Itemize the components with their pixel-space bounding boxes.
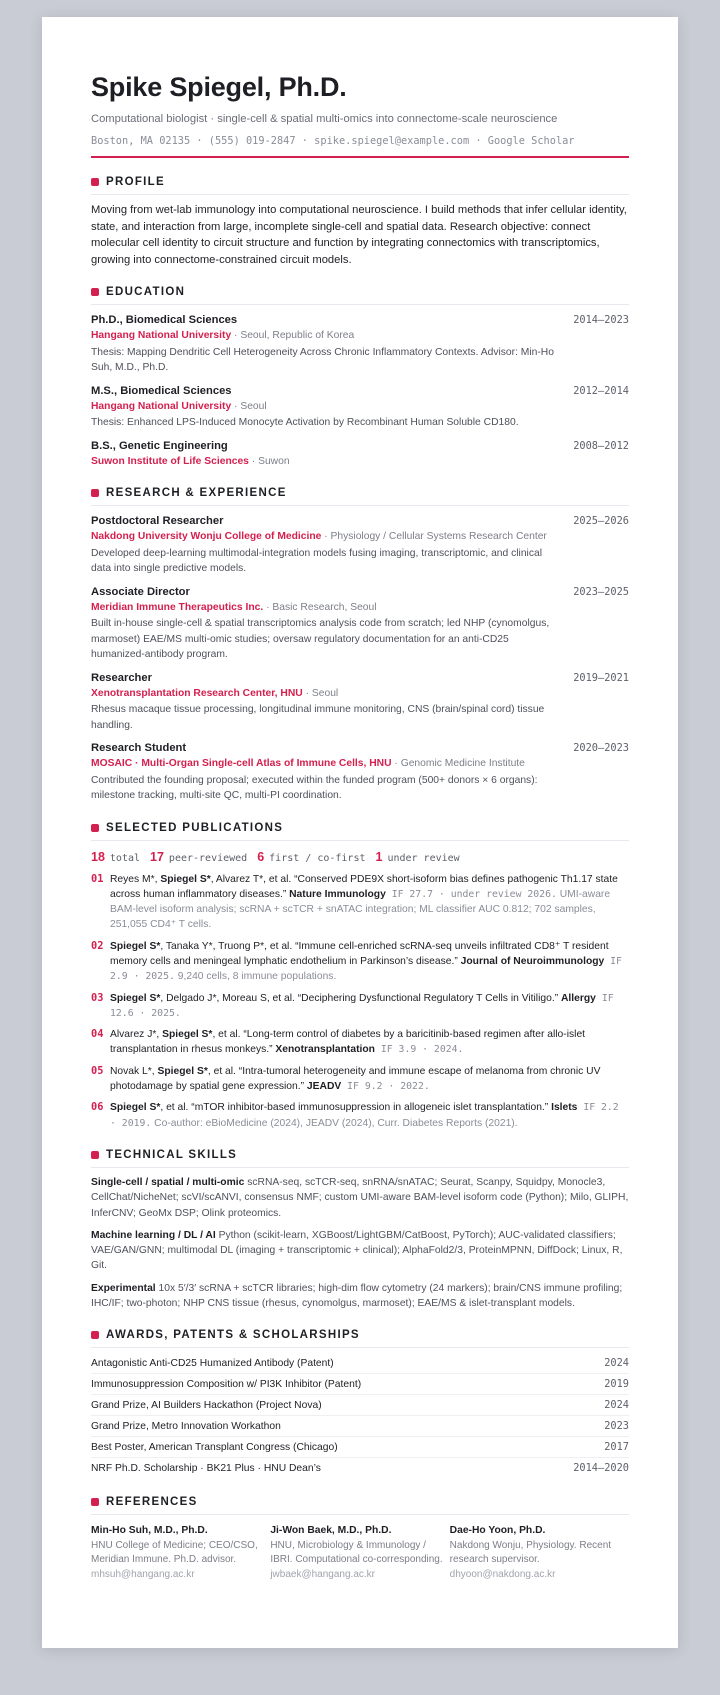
award-row — [91, 1353, 629, 1374]
entry-org: Hangang National University — [91, 330, 232, 341]
pub-title: , Tanaka Y*, Truong P*, et al. “Immune cell-enriched scRNA-seq unveils infiltrated CD8⁺ T resident memory cells and meningeal lymphatic endothelium in Parkinson’s disease.” — [110, 940, 609, 967]
section-marker-icon — [91, 178, 99, 186]
stat-count: 6 — [257, 849, 265, 864]
award-row — [91, 1458, 629, 1478]
section-title: SELECTED PUBLICATIONS — [106, 821, 284, 834]
entry-org: Hangang National University — [91, 400, 232, 412]
award-label: Immunosuppression Composition w/ PI3K Inhibitor (Patent) — [91, 1378, 362, 1390]
section-header-publications — [91, 819, 629, 841]
pub-note: 9,240 cells, 8 immune populations. — [174, 971, 337, 983]
education-entry — [91, 313, 629, 376]
entry-description: Contributed the founding proposal; executed within the funded program (500+ donors × 6 organs): milestone tracking, multi-site QC, multi-PI coordination. — [91, 774, 538, 801]
entry-date: 2020–2023 — [573, 742, 629, 754]
reference-name: Ji-Won Baek, M.D., Ph.D. — [270, 1525, 392, 1537]
pub-title: , et al. “Long-term control of diabetes by a baricitinib-based regimen after allo-islet transplantation in rhesus monkeys.” — [110, 1029, 586, 1056]
pub-meta: IF 27.7 · under review 2026. — [385, 888, 557, 900]
pub-self-author: Spiegel S* — [162, 1029, 213, 1041]
entry-org-line — [91, 600, 551, 616]
reference-email[interactable]: mhsuh@hangang.ac.kr — [91, 1568, 195, 1580]
skill-text: 10x 5′/3′ scRNA + scTCR libraries; high-dim flow cytometry (24 markers); brain/CNS immune profiling; IHC/IF; two-photon; NHP CNS tissue (rhesus, cynomolgus, marmoset); EAE/MS & islet-transplant models. — [91, 1282, 623, 1310]
tagline: Computational biologist · single-cell & spatial multi-omics into connectome-scale neuroscience — [91, 113, 558, 125]
skill-group — [91, 1281, 629, 1312]
pub-note: UMI-aware BAM-level isoform analysis; scRNA + scTCR + snATAC integration; ML classifier AUC 0.812; 702 samples, 251,055 CD4⁺ T cells. — [110, 888, 611, 931]
award-year: 2019 — [604, 1378, 629, 1391]
skill-group — [91, 1175, 629, 1221]
publication-item — [91, 1064, 629, 1095]
resume-content — [91, 71, 629, 1582]
reference-description: HNU, Microbiology & Immunology / IBRI. Computational co-corresponding. — [270, 1539, 443, 1566]
stat-label: first / co-first — [269, 852, 366, 864]
entry-org-line — [91, 686, 551, 702]
section-title: RESEARCH & EXPERIENCE — [106, 487, 287, 499]
stat-count: 1 — [375, 849, 383, 864]
entry-date: 2019–2021 — [573, 671, 629, 684]
entry-description: Thesis: Enhanced LPS-Induced Monocyte Activation by Recombinant Human Soluble CD180. — [91, 417, 519, 428]
pub-number: 02 — [91, 939, 104, 952]
pub-meta: IF 9.2 · 2022. — [341, 1081, 430, 1093]
entry-description: Built in-house single-cell & spatial transcriptomics analysis code from scratch; led NHP (cynomolgus, marmoset) EAE/MS multi-omic studies; oversaw regulatory documentation for an anti-CD25 humanized-antibody program. — [91, 618, 550, 660]
pub-authors: Alvarez J*, — [110, 1029, 163, 1041]
research-entry — [91, 514, 629, 577]
pub-title: , et al. “Intra-tumoral heterogeneity and immune escape of melanoma from chronic UV photodamage by spatial gene expression.” — [110, 1065, 601, 1093]
entry-location: · Seoul, Republic of Korea — [231, 330, 355, 341]
research-entry — [91, 585, 629, 663]
pub-title: , Delgado J*, Moreau S, et al. “Deciphering Dysfunctional Regulatory T Cells in Vitiligo.” — [160, 992, 561, 1004]
pub-authors: Novak L*, — [110, 1065, 158, 1077]
section-title: REFERENCES — [106, 1496, 198, 1509]
entry-location: · Seoul — [302, 687, 339, 699]
entry-org: Xenotransplantation Research Center, HNU — [91, 687, 303, 699]
skill-group — [91, 1228, 629, 1274]
entry-location: · Physiology / Cellular Systems Research Center — [321, 531, 547, 542]
pub-journal: Allergy — [561, 992, 596, 1004]
education-list — [91, 313, 629, 469]
resume-page — [42, 17, 678, 1648]
award-row — [91, 1416, 629, 1437]
profile-text: Moving from wet-lab immunology into computational neuroscience. I build methods that infer cellular identity, state, and interaction from large, incomplete single-cell and spatial data. Research objective: connect molecular cell identity to circuit structure and function by integrating connectomics with transcriptomics, growing into connectome-constrained circuit models. — [91, 204, 627, 266]
entry-location: · Genomic Medicine Institute — [391, 758, 525, 769]
pub-self-author: Spiegel S* — [110, 940, 161, 952]
education-entry — [91, 439, 629, 470]
publication-stats — [91, 850, 629, 866]
section-title: TECHNICAL SKILLS — [106, 1148, 238, 1161]
entry-description: Developed deep-learning multimodal-integration models fusing imaging, transcriptomic, and clinical data into single predictive models. — [91, 547, 543, 574]
research-entry — [91, 671, 629, 734]
section-marker-icon — [91, 1498, 99, 1506]
reference-description: HNU College of Medicine; CEO/CSO, Meridian Immune. Ph.D. advisor. — [91, 1539, 258, 1566]
stat-label: peer-reviewed — [168, 852, 248, 864]
header-rule — [91, 156, 629, 158]
entry-date: 2023–2025 — [573, 585, 629, 598]
section-header-profile — [91, 173, 629, 195]
skill-label: Experimental — [91, 1282, 156, 1294]
entry-date: 2012–2014 — [573, 384, 629, 397]
reference-card — [91, 1524, 270, 1582]
entry-title: Researcher — [91, 671, 152, 684]
section-marker-icon — [91, 824, 99, 832]
stat-count: 17 — [150, 849, 164, 864]
research-entry — [91, 741, 629, 804]
stat-label: under review — [387, 852, 460, 864]
candidate-name: Spike Spiegel, Ph.D. — [91, 72, 347, 102]
entry-org: Suwon Institute of Life Sciences — [91, 455, 249, 467]
award-year: 2024 — [604, 1357, 629, 1370]
award-label: NRF Ph.D. Scholarship · BK21 Plus · HNU Dean’s — [91, 1462, 321, 1474]
entry-org: Meridian Immune Therapeutics Inc. — [91, 601, 264, 613]
award-row — [91, 1437, 629, 1458]
pub-journal: Xenotransplantation — [275, 1044, 375, 1056]
award-label: Best Poster, American Transplant Congress (Chicago) — [91, 1441, 338, 1453]
entry-org-line — [91, 756, 551, 772]
award-label: Grand Prize, Metro Innovation Workathon — [91, 1420, 281, 1432]
entry-org-line — [91, 328, 551, 344]
pub-note: Co-author: eBioMedicine (2024), JEADV (2024), Curr. Diabetes Reports (2021). — [151, 1117, 518, 1129]
section-header-skills — [91, 1146, 629, 1168]
pub-self-author: Spiegel S* — [157, 1065, 208, 1077]
awards-list — [91, 1353, 629, 1478]
stat-count: 18 — [91, 849, 105, 864]
entry-org-line — [91, 529, 551, 545]
entry-title: B.S., Genetic Engineering — [91, 439, 228, 452]
pub-meta: IF 2.9 · 2025. — [110, 955, 622, 983]
entry-org-line — [91, 399, 551, 415]
publication-list — [91, 872, 629, 1131]
reference-card — [450, 1524, 629, 1582]
pub-meta: IF 3.9 · 2024. — [374, 1044, 464, 1056]
pub-number: 03 — [91, 991, 104, 1004]
contact-line: Boston, MA 02135 · (555) 019-2847 · spike.spiegel@example.com · Google Scholar — [91, 135, 575, 147]
section-title: PROFILE — [106, 176, 165, 188]
skill-label: Machine learning / DL / AI — [91, 1229, 216, 1241]
section-marker-icon — [91, 288, 99, 296]
section-title: AWARDS, PATENTS & SCHOLARSHIPS — [106, 1329, 360, 1342]
education-entry — [91, 384, 629, 431]
entry-date: 2025–2026 — [573, 515, 629, 527]
skill-label: Single-cell / spatial / multi-omic — [91, 1176, 245, 1188]
reference-email[interactable]: dhyoon@nakdong.ac.kr — [449, 1568, 556, 1580]
pub-number: 01 — [91, 872, 104, 885]
pub-title: , Alvarez T*, et al. “Conserved PDE9X short-isoform bias defines pathogenic Th1.17 state across human inflammatory diseases.” — [110, 873, 618, 900]
publication-item — [91, 872, 629, 933]
entry-title: Research Student — [91, 742, 187, 754]
reference-name: Dae-Ho Yoon, Ph.D. — [449, 1525, 546, 1537]
section-header-references — [91, 1493, 629, 1515]
award-year: 2023 — [604, 1420, 629, 1433]
entry-location: · Basic Research, Seoul — [263, 601, 377, 613]
entry-location: · Seoul — [231, 400, 267, 412]
pub-self-author: Spiegel S* — [160, 873, 211, 885]
entry-title: Associate Director — [91, 585, 190, 598]
section-title: EDUCATION — [106, 286, 186, 298]
reference-email[interactable]: jwbaek@hangang.ac.kr — [270, 1568, 375, 1580]
entry-org: Nakdong University Wonju College of Medicine — [91, 531, 322, 542]
pub-self-author: Spiegel S* — [110, 1102, 161, 1114]
entry-title: Postdoctoral Researcher — [91, 515, 224, 527]
pub-meta: IF 12.6 · 2025. — [110, 992, 614, 1019]
reference-description: Nakdong Wonju, Physiology. Recent research supervisor. — [449, 1539, 612, 1566]
research-list — [91, 514, 629, 804]
pub-journal: JEADV — [306, 1081, 342, 1093]
references-list — [91, 1524, 629, 1582]
entry-location: · Suwon — [248, 455, 290, 467]
entry-title: Ph.D., Biomedical Sciences — [91, 314, 238, 326]
pub-number: 04 — [91, 1028, 104, 1041]
pub-number: 06 — [91, 1101, 104, 1114]
section-marker-icon — [91, 1331, 99, 1339]
entry-org-line — [91, 454, 551, 470]
section-marker-icon — [91, 1151, 99, 1159]
pub-self-author: Spiegel S* — [110, 992, 161, 1004]
pub-title: , et al. “mTOR inhibitor-based immunosuppression in allogeneic islet transplantation.” — [160, 1102, 552, 1114]
publication-item — [91, 991, 629, 1022]
entry-description: Rhesus macaque tissue processing, longitudinal immune monitoring, CNS (brain/spinal cord) tissue handling. — [91, 704, 545, 731]
award-label: Grand Prize, AI Builders Hackathon (Project Nova) — [91, 1399, 322, 1411]
entry-title: M.S., Biomedical Sciences — [91, 384, 232, 397]
award-label: Antagonistic Anti-CD25 Humanized Antibody (Patent) — [91, 1357, 334, 1369]
publication-item — [91, 1100, 629, 1131]
award-year: 2014–2020 — [573, 1462, 629, 1475]
pub-meta: IF 2.2 · 2019. — [110, 1102, 619, 1129]
entry-description: Thesis: Mapping Dendritic Cell Heterogeneity Across Chronic Inflammatory Contexts. Advisor: Min-Ho Suh, M.D., Ph.D. — [91, 346, 554, 373]
section-header-awards — [91, 1326, 629, 1348]
reference-name: Min-Ho Suh, M.D., Ph.D. — [91, 1525, 208, 1537]
pub-number: 05 — [91, 1064, 104, 1077]
entry-date: 2008–2012 — [573, 439, 629, 452]
award-year: 2017 — [604, 1441, 629, 1454]
section-marker-icon — [91, 489, 99, 497]
skill-text: scRNA-seq, scTCR-seq, snRNA/snATAC; Seurat, Scanpy, Squidpy, Monocle3, CellChat/NicheNet; scVI/scANVI, consensus NMF; custom UMI-aware BAM-level isoform code (Python); Milo, GLIPH, InferCNV; GeoMx DSP; Olink proteomics. — [91, 1176, 629, 1219]
award-row — [91, 1395, 629, 1416]
section-header-education — [91, 283, 629, 305]
entry-date: 2014–2023 — [573, 314, 629, 326]
entry-org: MOSAIC · Multi-Organ Single-cell Atlas of Immune Cells, HNU — [91, 758, 392, 769]
award-row — [91, 1374, 629, 1395]
pub-authors: Reyes M*, — [110, 873, 161, 885]
skill-text: Python (scikit-learn, XGBoost/LightGBM/CatBoost, PyTorch); AUC-validated classifiers; VAE/GAN/GNN; multimodal DL (imaging + transcriptomic + clinical); AlphaFold2/3, ProteinMPNN, DiffDock; Linux, R, Git. — [91, 1229, 623, 1272]
reference-card — [270, 1524, 449, 1582]
skills-list — [91, 1175, 629, 1311]
pub-journal: Journal of Neuroimmunology — [460, 955, 605, 967]
pub-journal: Islets — [551, 1102, 578, 1114]
section-header-research — [91, 484, 629, 506]
award-year: 2024 — [604, 1399, 629, 1412]
pub-journal: Nature Immunology — [289, 888, 386, 900]
stat-label: total — [109, 852, 141, 864]
publication-item — [91, 1027, 629, 1058]
publication-item — [91, 939, 629, 985]
